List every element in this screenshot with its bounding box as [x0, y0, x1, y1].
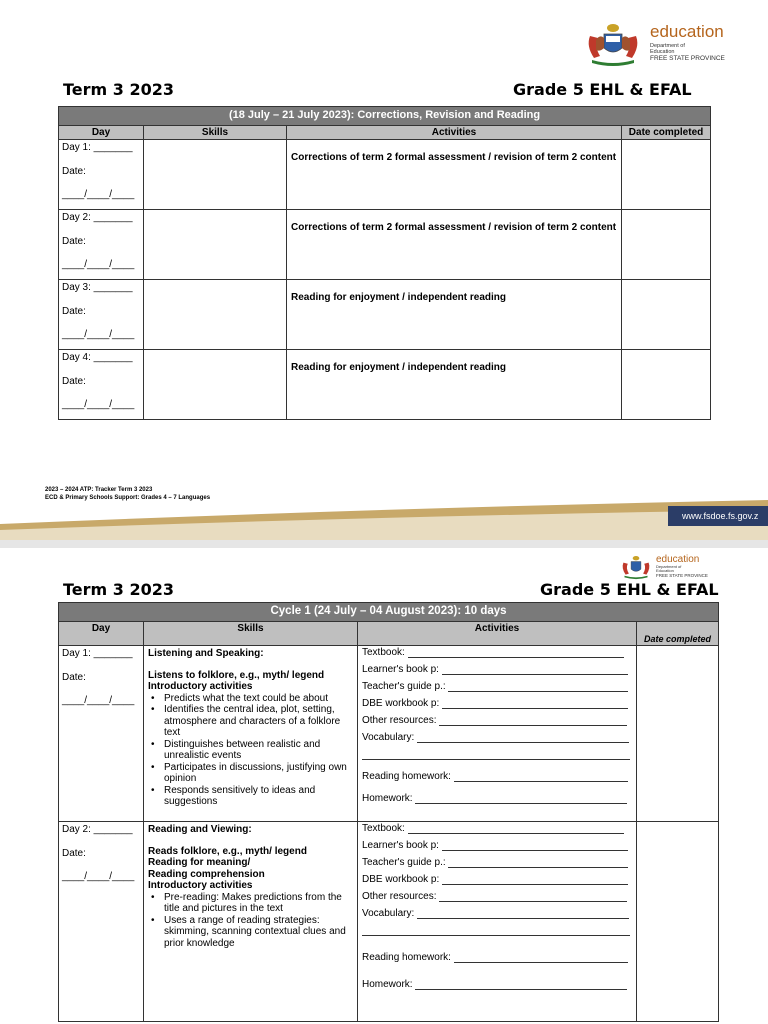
- date-label: Date:: [62, 375, 86, 387]
- day-field[interactable]: Day 1: _______: [62, 648, 133, 659]
- skills-list: [148, 892, 353, 950]
- vocabulary-label: Vocabulary:: [362, 732, 415, 743]
- week-banner: (18 July – 21 July 2023): Corrections, Revision and Reading: [59, 107, 711, 126]
- skills-list: [148, 693, 353, 808]
- grade-title: Grade 5 EHL & EFAL: [540, 580, 719, 599]
- homework-field[interactable]: [415, 989, 627, 990]
- teachers-guide-label: Teacher's guide p.:: [362, 681, 446, 692]
- col-header-skills: Skills: [144, 622, 358, 646]
- col-header-date-completed: Date completed: [622, 126, 711, 140]
- coat-of-arms-icon: [582, 22, 644, 66]
- homework-label: Homework:: [362, 979, 413, 990]
- logo-dept-line3: FREE STATE PROVINCE: [650, 55, 725, 63]
- col-header-activities: Activities: [358, 622, 637, 646]
- skills-cell[interactable]: [144, 210, 287, 280]
- education-logo: [582, 22, 725, 66]
- date-field[interactable]: ____/____/____: [62, 259, 135, 270]
- vocabulary-field[interactable]: [417, 742, 629, 743]
- skills-cell[interactable]: [144, 280, 287, 350]
- other-resources-field[interactable]: [439, 725, 627, 726]
- teachers-guide-label: Teacher's guide p.:: [362, 857, 446, 868]
- textbook-label: Textbook:: [362, 823, 405, 834]
- skills-heading: Listening and Speaking:: [148, 648, 264, 659]
- date-label: Date:: [62, 305, 86, 317]
- day-field[interactable]: Day 4: _______: [62, 352, 133, 363]
- table-row: [59, 350, 711, 420]
- list-item: • Identifies the central idea, plot, setting, atmosphere and characters of a folklore text: [148, 704, 353, 739]
- col-header-date-completed: Date completed: [637, 622, 719, 646]
- coat-of-arms-icon: [619, 554, 653, 580]
- resources-cell: [358, 646, 637, 822]
- textbook-label: Textbook:: [362, 647, 405, 658]
- vocabulary-extra-line[interactable]: [362, 759, 630, 760]
- skills-sub: Introductory activities: [148, 880, 253, 891]
- reading-homework-label: Reading homework:: [362, 771, 451, 782]
- list-item: • Predicts what the text could be about: [148, 693, 353, 705]
- day-field[interactable]: Day 2: _______: [62, 212, 133, 223]
- date-completed-cell[interactable]: [637, 822, 719, 1022]
- activity-cell: Corrections of term 2 formal assessment / revision of term 2 content: [287, 210, 622, 280]
- learners-book-field[interactable]: [442, 850, 628, 851]
- date-completed-cell[interactable]: [622, 280, 711, 350]
- skills-heading: Reading and Viewing:: [148, 824, 252, 835]
- list-item: • Participates in discussions, justifying own opinion: [148, 762, 353, 785]
- list-item: • Uses a range of reading strategies: skimming, scanning contextual clues and prior knowledge: [148, 915, 353, 950]
- footer-swoosh: [0, 498, 768, 540]
- date-completed-cell[interactable]: [622, 140, 711, 210]
- skills-cell: [144, 646, 358, 822]
- term-title: Term 3 2023: [63, 80, 175, 99]
- table-row: [59, 280, 711, 350]
- footer-line-1: 2023 – 2024 ATP: Tracker Term 3 2023: [45, 487, 153, 493]
- skills-sub: Reads folklore, e.g., myth/ legend: [148, 845, 307, 857]
- date-label: Date:: [62, 165, 86, 177]
- date-field[interactable]: ____/____/____: [62, 871, 135, 882]
- table-row: [59, 822, 719, 1022]
- activity-cell: Reading for enjoyment / independent reading: [287, 350, 622, 420]
- col-header-activities: Activities: [287, 126, 622, 140]
- reading-homework-field[interactable]: [454, 781, 628, 782]
- resources-cell: [358, 822, 637, 1022]
- date-field[interactable]: ____/____/____: [62, 329, 135, 340]
- learners-book-label: Learner's book p:: [362, 840, 439, 851]
- vocabulary-field[interactable]: [417, 918, 629, 919]
- dbe-workbook-label: DBE workbook p:: [362, 698, 440, 709]
- list-item: • Distinguishes between realistic and unrealistic events: [148, 739, 353, 762]
- table-row: [59, 210, 711, 280]
- col-header-day: Day: [59, 126, 144, 140]
- date-field[interactable]: ____/____/____: [62, 189, 135, 200]
- logo-dept-line1: Department of: [650, 43, 685, 49]
- dbe-workbook-field[interactable]: [442, 884, 628, 885]
- date-label: Date:: [62, 671, 86, 683]
- activity-cell: Reading for enjoyment / independent reading: [287, 280, 622, 350]
- date-field[interactable]: ____/____/____: [62, 399, 135, 410]
- teachers-guide-field[interactable]: [448, 691, 628, 692]
- tracker-table-cycle1: [58, 602, 719, 1022]
- dbe-workbook-label: DBE workbook p:: [362, 874, 440, 885]
- day-field[interactable]: Day 1: _______: [62, 142, 133, 153]
- logo-dept-line2: Education: [656, 568, 674, 574]
- logo-dept-line1: Department of: [656, 564, 682, 569]
- date-completed-cell[interactable]: [622, 350, 711, 420]
- logo-dept-line3: FREE STATE PROVINCE: [656, 572, 708, 578]
- learners-book-field[interactable]: [442, 674, 628, 675]
- skills-cell: [144, 822, 358, 1022]
- other-resources-label: Other resources:: [362, 715, 437, 726]
- cycle-banner: Cycle 1 (24 July – 04 August 2023): 10 days: [59, 603, 719, 622]
- activity-cell: Corrections of term 2 formal assessment / revision of term 2 content: [287, 140, 622, 210]
- skills-sub: Reading comprehension: [148, 868, 265, 880]
- tracker-table-week0: [58, 106, 711, 420]
- textbook-field[interactable]: [408, 657, 624, 658]
- day-field[interactable]: Day 3: _______: [62, 282, 133, 293]
- list-item: • Pre-reading: Makes predictions from the title and pictures in the text: [148, 892, 353, 915]
- homework-field[interactable]: [415, 803, 627, 804]
- page-2: [0, 548, 768, 1024]
- teachers-guide-field[interactable]: [448, 867, 628, 868]
- other-resources-field[interactable]: [439, 901, 627, 902]
- date-completed-cell[interactable]: [622, 210, 711, 280]
- textbook-field[interactable]: [408, 833, 624, 834]
- dbe-workbook-field[interactable]: [442, 708, 628, 709]
- date-label: Date:: [62, 847, 86, 859]
- education-logo: [619, 554, 708, 580]
- logo-brand-text: education: [650, 22, 724, 41]
- term-title: Term 3 2023: [63, 580, 175, 599]
- skills-sub: Reading for meaning/: [148, 857, 251, 868]
- date-field[interactable]: ____/____/____: [62, 695, 135, 706]
- skills-cell[interactable]: [144, 350, 287, 420]
- homework-label: Homework:: [362, 793, 413, 804]
- col-header-day: Day: [59, 622, 144, 646]
- page-gap: [0, 540, 768, 548]
- table-row: [59, 140, 711, 210]
- date-label: Date:: [62, 235, 86, 247]
- reading-homework-field[interactable]: [454, 962, 628, 963]
- vocabulary-extra-line[interactable]: [362, 935, 630, 936]
- skills-sub: Listens to folklore, e.g., myth/ legend: [148, 669, 325, 681]
- date-completed-cell[interactable]: [637, 646, 719, 822]
- col-header-skills: Skills: [144, 126, 287, 140]
- website-link[interactable]: www.fsdoe.fs.gov.z: [682, 511, 759, 521]
- skills-cell[interactable]: [144, 140, 287, 210]
- list-item: • Responds sensitively to ideas and suggestions: [148, 785, 353, 808]
- learners-book-label: Learner's book p:: [362, 664, 439, 675]
- skills-sub: Introductory activities: [148, 681, 253, 692]
- logo-brand-text: education: [656, 554, 700, 565]
- grade-title: Grade 5 EHL & EFAL: [513, 80, 692, 99]
- reading-homework-label: Reading homework:: [362, 952, 451, 963]
- footer-line-2: ECD & Primary Schools Support: Grades 4 – 7 Languages: [45, 495, 211, 502]
- other-resources-label: Other resources:: [362, 891, 437, 902]
- day-field[interactable]: Day 2: _______: [62, 824, 133, 835]
- logo-dept-line2: Education: [650, 49, 675, 56]
- table-row: [59, 646, 719, 822]
- vocabulary-label: Vocabulary:: [362, 908, 415, 919]
